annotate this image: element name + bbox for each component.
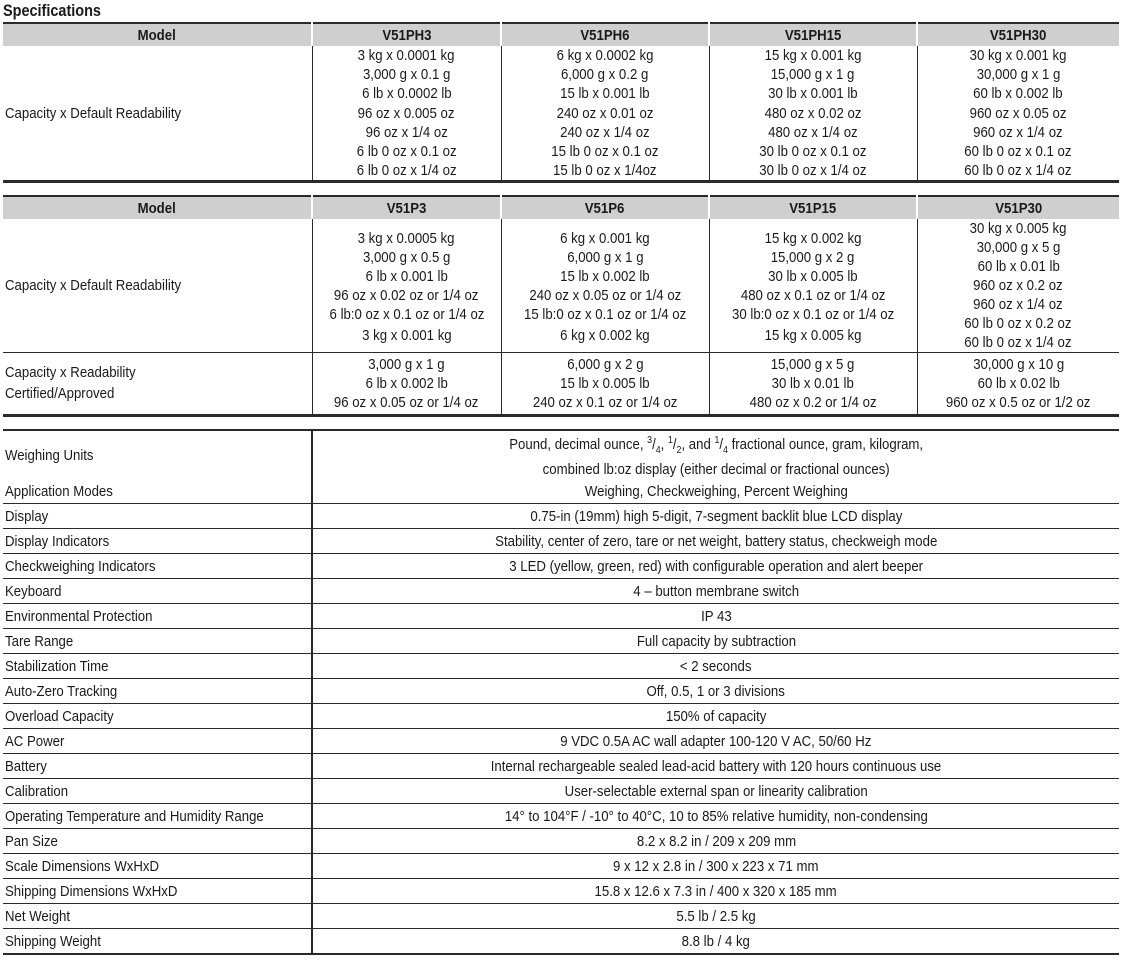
spec-value: User-selectable external span or linearity calibration: [312, 779, 1119, 804]
capacity-cell: 15 kg x 0.001 kg 15,000 g x 1 g 30 lb x 0.001 lb 480 oz x 0.02 oz 480 oz x 1/4 oz 30 lb 0 oz x 0.1 oz 30 lb 0 oz x 1/4 oz: [709, 46, 917, 182]
spec-value: < 2 seconds: [312, 654, 1119, 679]
header-row: [3, 23, 1119, 46]
header-row: [3, 196, 1119, 219]
spec-row: [3, 554, 1119, 579]
capacity-cell: 3 kg x 0.0005 kg 3,000 g x 0.5 g 6 lb x 0.001 lb 96 oz x 0.02 oz or 1/4 oz 6 lb:0 oz x 0.1 oz or 1/4 oz 3 kg x 0.001 kg: [312, 219, 501, 353]
spec-label: Weighing Units: [5, 446, 94, 464]
model-header: V51PH15: [709, 23, 917, 46]
spec-row: [3, 654, 1119, 679]
spec-label: Auto-Zero Tracking: [3, 679, 312, 704]
spec-row: [3, 829, 1119, 854]
spec-row: [3, 579, 1119, 604]
spec-row: [3, 604, 1119, 629]
page-title: Specifications: [3, 1, 101, 20]
row-label: Capacity x Readability Certified/Approved: [3, 353, 312, 416]
spec-label: Stabilization Time: [3, 654, 312, 679]
spec-row: [3, 804, 1119, 829]
spec-label: Scale Dimensions WxHxD: [3, 854, 312, 879]
spec-row: [3, 754, 1119, 779]
spec-value: IP 43: [312, 604, 1119, 629]
spec-value: 3 LED (yellow, green, red) with configurable operation and alert beeper: [312, 554, 1119, 579]
spec-row: [3, 430, 1119, 479]
capacity-cell: 6 kg x 0.001 kg 6,000 g x 1 g 15 lb x 0.002 lb 240 oz x 0.05 oz or 1/4 oz 15 lb:0 oz x 0.1 oz or 1/4 oz 6 kg x 0.002 kg: [501, 219, 709, 353]
spec-label: AC Power: [3, 729, 312, 754]
spec-label: Operating Temperature and Humidity Range: [3, 804, 312, 829]
capacity-cell: 30 kg x 0.001 kg 30,000 g x 1 g 60 lb x 0.002 lb 960 oz x 0.05 oz 960 oz x 1/4 oz 60 lb 0 oz x 0.1 oz 60 lb 0 oz x 1/4 oz: [917, 46, 1119, 182]
spec-value: 4 – button membrane switch: [312, 579, 1119, 604]
spec-value: Off, 0.5, 1 or 3 divisions: [312, 679, 1119, 704]
spec-value: 14° to 104°F / -10° to 40°C, 10 to 85% relative humidity, non-condensing: [312, 804, 1119, 829]
capacity-row: [3, 46, 1119, 182]
spec-value: 150% of capacity: [312, 704, 1119, 729]
spec-value: 8.8 lb / 4 kg: [312, 929, 1119, 955]
spec-value: Pound, decimal ounce, $^3/_4$, $^1/_2$, and $^1/_4$ fractional ounce, gram, kilogram, combined lb:oz display (either decimal or fractional ounces): [312, 430, 1119, 479]
general-spec-table: [3, 429, 1119, 955]
spec-row: [3, 529, 1119, 554]
spec-row: [3, 504, 1119, 529]
spec-label: Environmental Protection: [3, 604, 312, 629]
model-header: V51P15: [709, 196, 917, 219]
spec-label: Display: [3, 504, 312, 529]
model-header: Model: [3, 196, 312, 219]
model-header: V51PH3: [312, 23, 501, 46]
spec-label: Display Indicators: [3, 529, 312, 554]
spec-value: 5.5 lb / 2.5 kg: [312, 904, 1119, 929]
spec-table-p: [3, 195, 1119, 417]
certified-cell: 30,000 g x 10 g 60 lb x 0.02 lb 960 oz x 0.5 oz or 1/2 oz: [917, 353, 1119, 416]
certified-cell: 6,000 g x 2 g 15 lb x 0.005 lb 240 oz x 0.1 oz or 1/4 oz: [501, 353, 709, 416]
model-header: Model: [3, 23, 312, 46]
capacity-row: [3, 219, 1119, 353]
spec-label: Battery: [3, 754, 312, 779]
spec-label: Shipping Dimensions WxHxD: [3, 879, 312, 904]
spec-row: [3, 854, 1119, 879]
certified-cell: 3,000 g x 1 g 6 lb x 0.002 lb 96 oz x 0.05 oz or 1/4 oz: [312, 353, 501, 416]
row-label: Capacity x Default Readability: [5, 104, 182, 122]
spec-label: Overload Capacity: [3, 704, 312, 729]
spec-value: 9 x 12 x 2.8 in / 300 x 223 x 71 mm: [312, 854, 1119, 879]
spec-sheet: [3, 0, 1119, 955]
row-label: Capacity x Default Readability: [5, 277, 182, 295]
spec-table-ph: [3, 22, 1119, 183]
spec-row: [3, 879, 1119, 904]
capacity-cell: 30 kg x 0.005 kg 30,000 g x 5 g 60 lb x 0.01 lb 960 oz x 0.2 oz 960 oz x 1/4 oz 60 lb 0 oz x 0.2 oz 60 lb 0 oz x 1/4 oz: [917, 219, 1119, 353]
spec-label: Checkweighing Indicators: [3, 554, 312, 579]
spec-label: Keyboard: [3, 579, 312, 604]
spec-label: Shipping Weight: [3, 929, 312, 955]
model-header: V51P30: [917, 196, 1119, 219]
spec-rows: [3, 479, 1119, 954]
spec-row: [3, 704, 1119, 729]
spec-value: 0.75-in (19mm) high 5-digit, 7-segment backlit blue LCD display: [312, 504, 1119, 529]
spec-value: Stability, center of zero, tare or net weight, battery status, checkweigh mode: [312, 529, 1119, 554]
spec-row: [3, 679, 1119, 704]
spec-value: Full capacity by subtraction: [312, 629, 1119, 654]
model-header: V51PH30: [917, 23, 1119, 46]
capacity-cell: 15 kg x 0.002 kg 15,000 g x 2 g 30 lb x 0.005 lb 480 oz x 0.1 oz or 1/4 oz 30 lb:0 oz x 0.1 oz or 1/4 oz 15 kg x 0.005 kg: [709, 219, 917, 353]
capacity-cell: 6 kg x 0.0002 kg 6,000 g x 0.2 g 15 lb x 0.001 lb 240 oz x 0.01 oz 240 oz x 1/4 oz 15 lb 0 oz x 0.1 oz 15 lb 0 oz x 1/4oz: [501, 46, 709, 182]
spec-label: Net Weight: [3, 904, 312, 929]
spec-row: [3, 479, 1119, 504]
model-header: V51P3: [312, 196, 501, 219]
model-header: V51P6: [501, 196, 709, 219]
spec-row: [3, 929, 1119, 955]
model-header: V51PH6: [501, 23, 709, 46]
spec-label: Calibration: [3, 779, 312, 804]
capacity-cell: 3 kg x 0.0001 kg 3,000 g x 0.1 g 6 lb x 0.0002 lb 96 oz x 0.005 oz 96 oz x 1/4 oz 6 lb 0 oz x 0.1 oz 6 lb 0 oz x 1/4 oz: [312, 46, 501, 182]
spec-value: Weighing, Checkweighing, Percent Weighing: [312, 479, 1119, 504]
spec-value: 8.2 x 8.2 in / 209 x 209 mm: [312, 829, 1119, 854]
spec-label: Application Modes: [5, 482, 113, 500]
certified-cell: 15,000 g x 5 g 30 lb x 0.01 lb 480 oz x 0.2 or 1/4 oz: [709, 353, 917, 416]
spec-row: [3, 729, 1119, 754]
spec-value: 9 VDC 0.5A AC wall adapter 100-120 V AC, 50/60 Hz: [312, 729, 1119, 754]
spec-row: [3, 779, 1119, 804]
spec-value: Internal rechargeable sealed lead-acid battery with 120 hours continuous use: [312, 754, 1119, 779]
spec-value: 15.8 x 12.6 x 7.3 in / 400 x 320 x 185 mm: [312, 879, 1119, 904]
spec-label: Tare Range: [3, 629, 312, 654]
spec-row: [3, 629, 1119, 654]
spec-label: Pan Size: [3, 829, 312, 854]
certified-row: [3, 353, 1119, 416]
spec-row: [3, 904, 1119, 929]
